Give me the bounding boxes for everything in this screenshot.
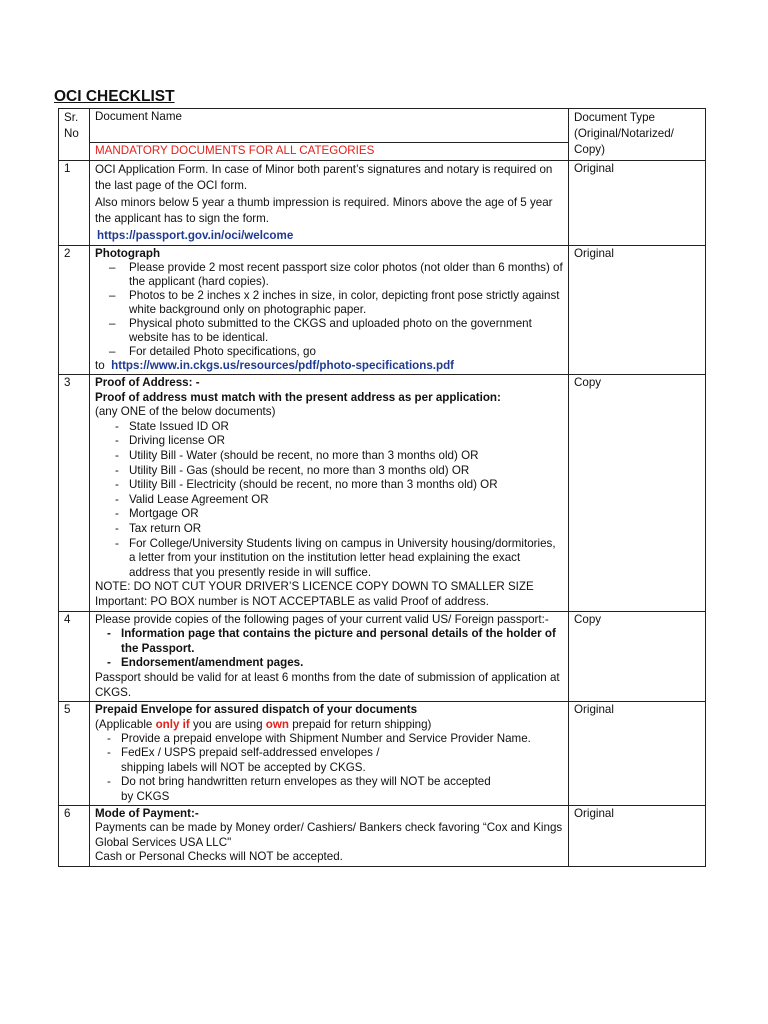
photo-requirements-list <box>95 261 564 359</box>
table-row <box>59 611 706 702</box>
document-name-cell <box>90 160 569 246</box>
document-name-cell: Please provide copies of the following pages of your current valid US/ Foreign passport:- - Information page that contains the picture and personal details of the holder of the Passport. - Endorsement/amendment pages. Passport should be valid for at least 6 months from the date of submission of application at CKGS. <box>90 611 569 702</box>
row-number: 4 <box>59 611 90 702</box>
table-row <box>59 375 706 612</box>
oci-welcome-link[interactable]: https://passport.gov.in/oci/welcome <box>97 228 294 242</box>
photograph-heading: Photograph <box>95 247 161 261</box>
row-number: 3 <box>59 375 90 612</box>
table-row <box>59 806 706 867</box>
envelope-rules-list <box>95 732 564 804</box>
document-type: Copy <box>569 611 706 702</box>
table-row <box>59 160 706 246</box>
row-number: 1 <box>59 160 90 246</box>
list-item: - Tax return OR <box>95 522 564 537</box>
row-number: 5 <box>59 702 90 806</box>
po-box-note: Important: PO BOX number is NOT ACCEPTABLE as valid Proof of address. <box>95 595 489 608</box>
list-item: - Valid Lease Agreement OR <box>95 493 564 508</box>
list-item: - Endorsement/amendment pages. <box>95 656 564 671</box>
document-name-cell: Proof of Address: - Proof of address must match with the present address as per application: (any ONE of the below documents) - State Issued ID OR - Driving license OR - Utility Bill - Water (should be recent, no more than 3 months old) OR - Utility Bill - Gas (should be recent, no more than 3 months old) OR - Utility Bill - Electricity (should be recent, no more than 3 months old) OR - Valid Lease Agreement OR - Mortgage OR - Tax return OR - For College/University Students living on campus in University housing/dormitories, a letter from your institution on the institution letter head explaining the exact address that you presently reside in will suffice. NOTE: DO NOT CUT YOUR DRIVER’S LICENCE COPY DOWN TO SMALLER SIZE Important: PO BOX number is NOT ACCEPTABLE as valid Proof of address. <box>90 375 569 612</box>
licence-note: NOTE: DO NOT CUT YOUR DRIVER’S LICENCE COPY DOWN TO SMALLER SIZE <box>95 580 534 594</box>
oci-form-text: OCI Application Form. In case of Minor both parent’s signatures and notary is required on the last page of the OCI form. <box>95 162 553 193</box>
row-number: 2 <box>59 246 90 375</box>
list-item: – For detailed Photo specifications, go <box>95 345 564 359</box>
checklist-table <box>58 108 706 867</box>
document-name-cell <box>90 246 569 375</box>
prepaid-envelope-heading: Prepaid Envelope for assured dispatch of your documents <box>95 703 418 717</box>
document-name-cell: Mode of Payment:- Payments can be made by Money order/ Cashiers/ Bankers check favoring “Cox and Kings Global Services USA LLC" Cash or Personal Checks will NOT be accepted. <box>90 806 569 867</box>
list-item: - Utility Bill - Gas (should be recent, no more than 3 months old) OR <box>95 464 564 479</box>
header-document-name: Document Name <box>90 109 569 143</box>
document-type: Copy <box>569 375 706 612</box>
list-item: - Utility Bill - Electricity (should be recent, no more than 3 months old) OR <box>95 478 564 493</box>
document-name-cell <box>90 702 569 806</box>
passport-pages-list <box>95 627 564 671</box>
list-item: - State Issued ID OR <box>95 420 564 435</box>
list-item: - FedEx / USPS prepaid self-addressed envelopes / shipping labels will NOT be accepted by CKGS. <box>95 746 564 775</box>
document-type: Original <box>569 702 706 806</box>
list-item: - Mortgage OR <box>95 507 564 522</box>
list-item: - Driving license OR <box>95 434 564 449</box>
header-sr-no: Sr. No <box>59 109 90 161</box>
list-item: – Physical photo submitted to the CKGS and uploaded photo on the government website has to be identical. <box>95 317 564 345</box>
list-item: – Please provide 2 most recent passport size color photos (not older than 6 months) of the applicant (hard copies). <box>95 261 564 289</box>
table-row <box>59 702 706 806</box>
list-item: - Do not bring handwritten return envelopes as they will NOT be accepted by CKGS <box>95 775 564 804</box>
row-number: 6 <box>59 806 90 867</box>
photo-specifications-link[interactable]: https://www.in.ckgs.us/resources/pdf/photo-specifications.pdf <box>111 359 455 373</box>
list-item: - Information page that contains the picture and personal details of the holder of the Passport. <box>95 627 564 656</box>
applicable-note: (Applicable only if you are using own prepaid for return shipping) <box>95 717 432 731</box>
minor-thumb-text: Also minors below 5 year a thumb impression is required. Minors above the age of 5 year the applicant has to sign the form. <box>95 195 553 226</box>
list-item: - For College/University Students living on campus in University housing/dormitories, a letter from your institution on the institution letter head explaining the exact address that you presently reside in will suffice. <box>95 537 564 581</box>
document-type: Original <box>569 160 706 246</box>
section-title: MANDATORY DOCUMENTS FOR ALL CATEGORIES <box>90 143 569 161</box>
address-documents-list <box>95 420 564 581</box>
list-item: – Photos to be 2 inches x 2 inches in size, in color, depicting front pose strictly against white background only on photographic paper. <box>95 289 564 317</box>
document-type: Original <box>569 246 706 375</box>
list-item: - Provide a prepaid envelope with Shipment Number and Service Provider Name. <box>95 732 564 746</box>
photo-spec-line: to https://www.in.ckgs.us/resources/pdf/photo-specifications.pdf <box>95 359 455 373</box>
document-type: Original <box>569 806 706 867</box>
table-row <box>59 246 706 375</box>
mode-of-payment-heading: Mode of Payment:- <box>95 807 199 820</box>
proof-of-address-heading: Proof of Address: - <box>95 376 200 390</box>
page-title: OCI CHECKLIST <box>54 88 175 105</box>
list-item: - Utility Bill - Water (should be recent, no more than 3 months old) OR <box>95 449 564 464</box>
table-header-row <box>59 109 706 143</box>
header-document-type: Document Type (Original/Notarized/ Copy) <box>569 109 706 161</box>
